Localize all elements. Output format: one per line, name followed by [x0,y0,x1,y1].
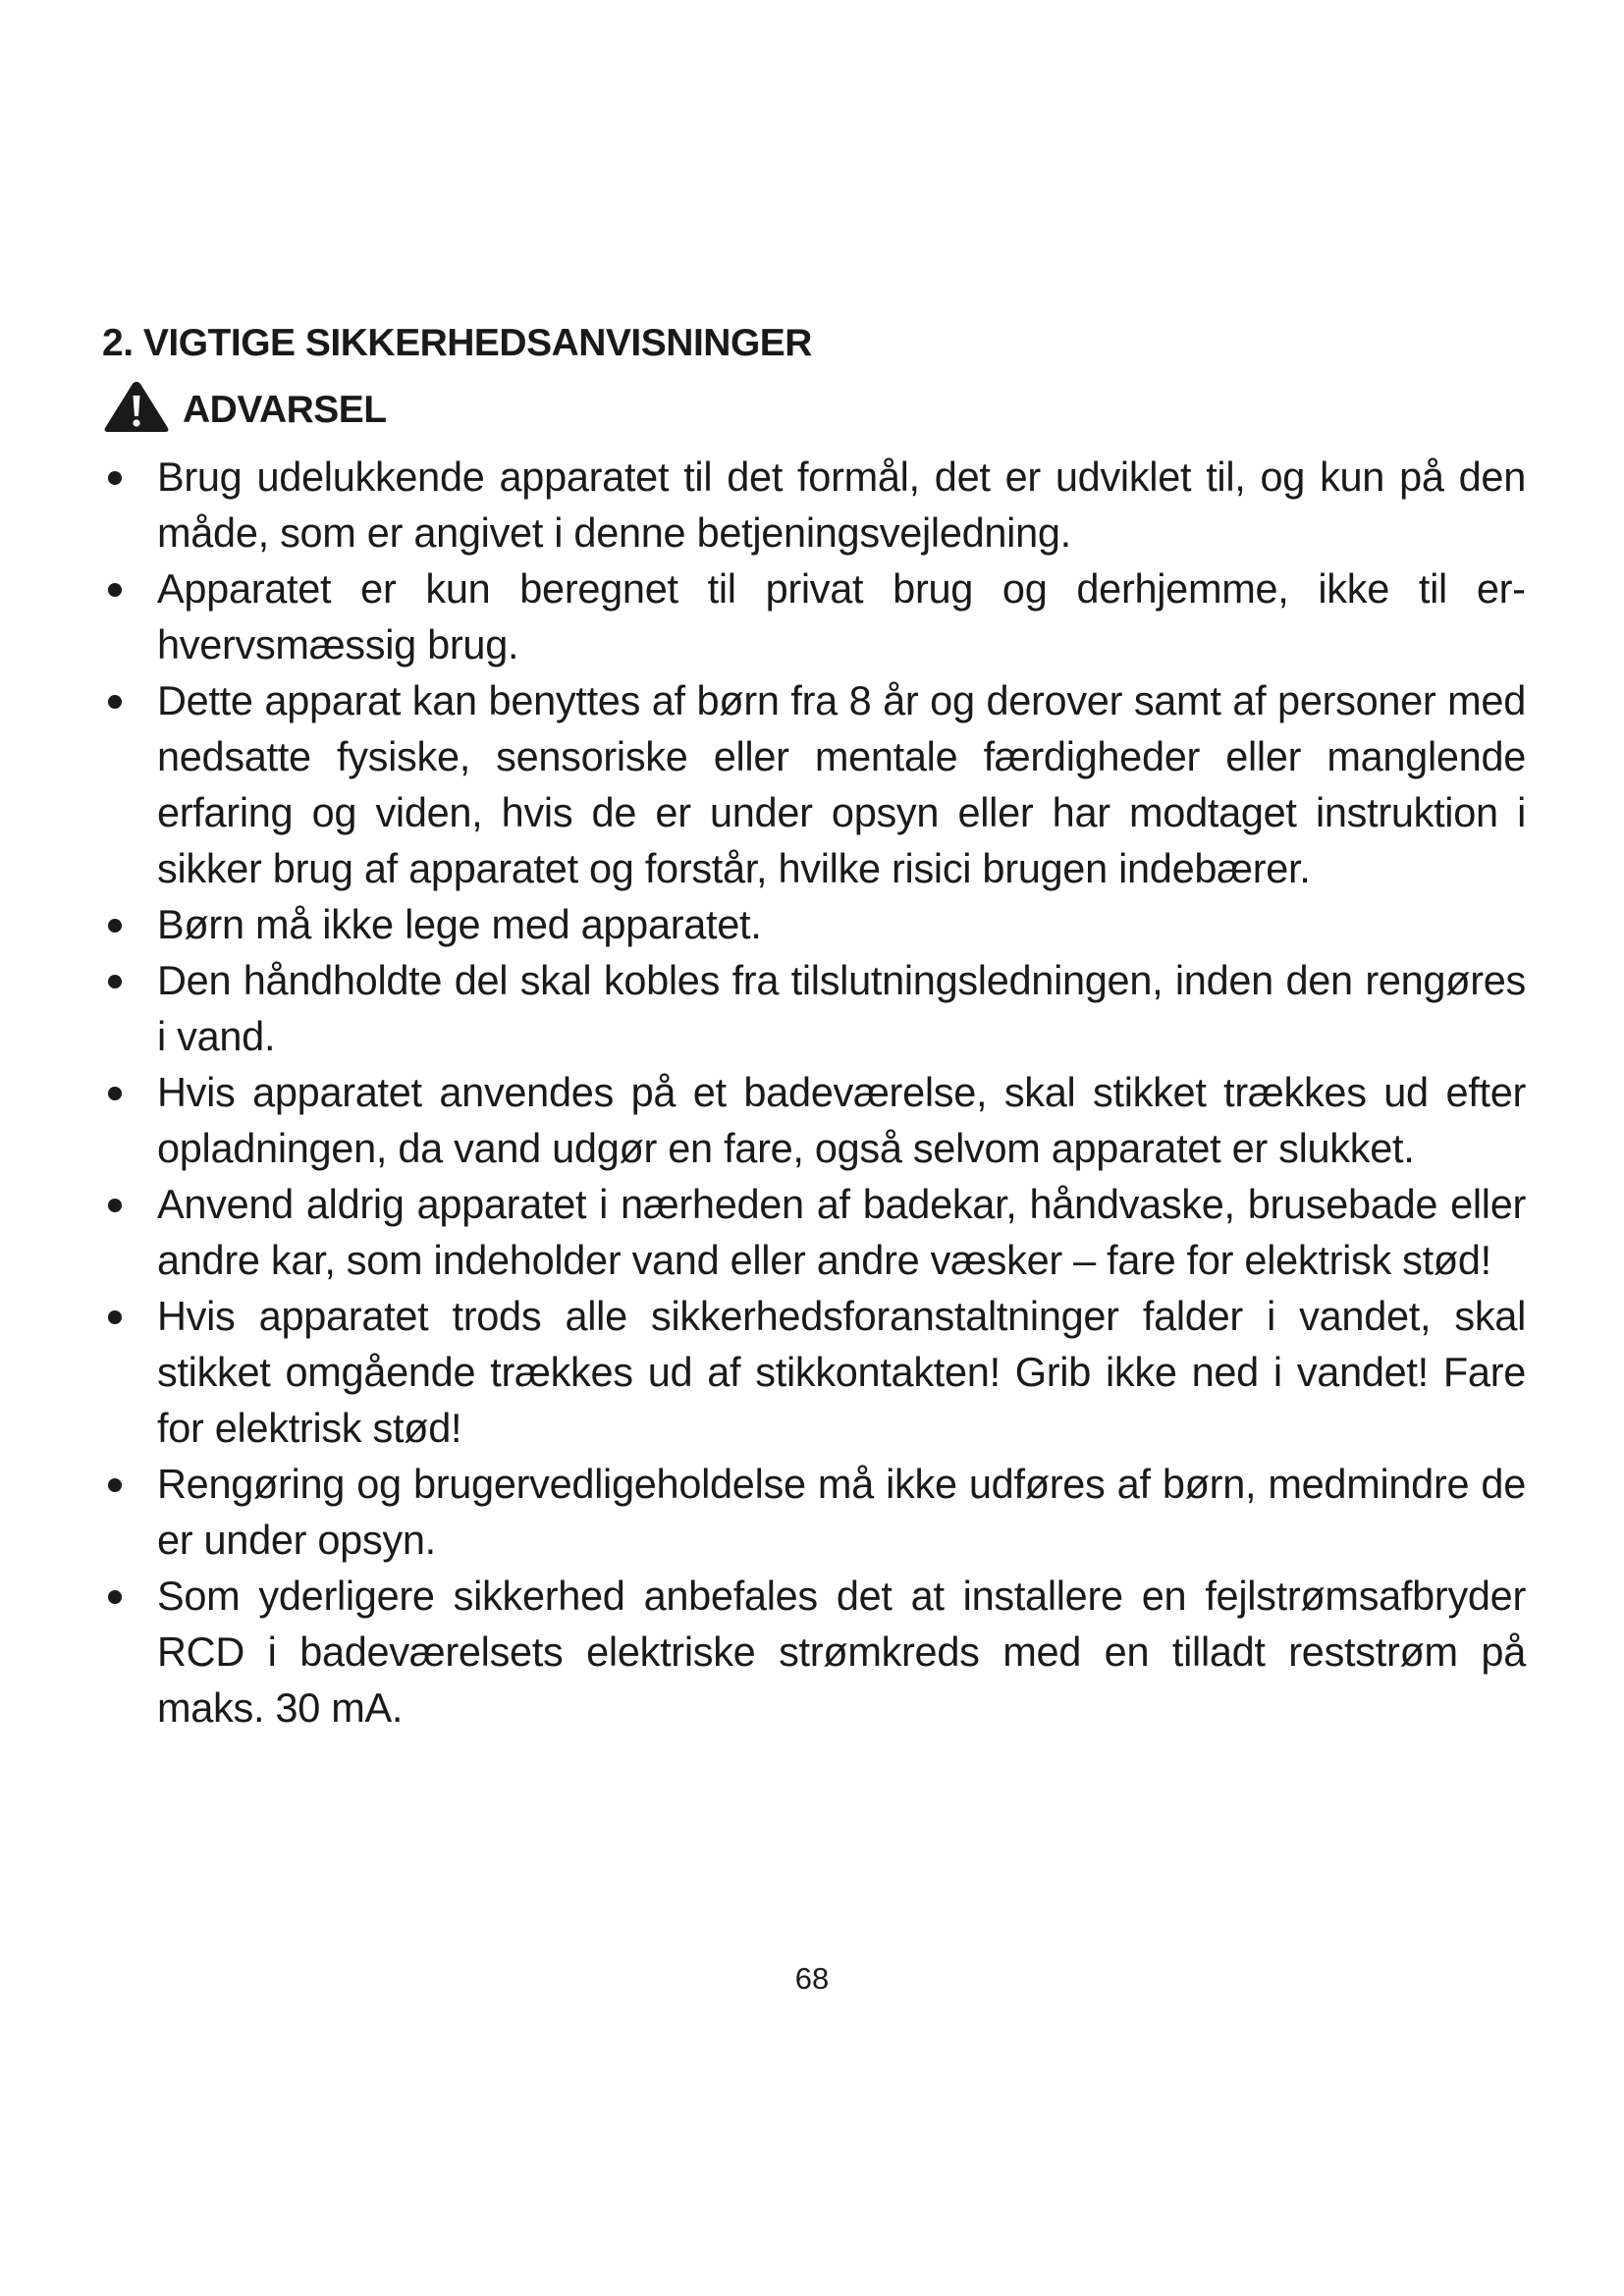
list-item-text: Anvend aldrig apparatet i nærheden af badekar, håndvaske, brusebade eller andre kar, som indeholder vand eller andre væsker – fare for elektrisk stød! [157,1181,1526,1283]
list-item [102,952,1526,1064]
bullet-icon [108,919,122,933]
bullet-icon [108,1087,122,1100]
list-item-text: Apparatet er kun beregnet til privat brug og derhjemme, ikke til erhvervsmæssig brug. [157,565,1526,667]
bullet-icon [108,1478,122,1492]
bullet-icon [108,1199,122,1212]
list-item-text: Som yderligere sikkerhed anbefales det at installere en fejlstrømsafbryder RCD i badeværelsets elektriske strømkreds med en tilladt reststrøm på maks. 30 mA. [157,1573,1526,1731]
list-item [102,896,1526,952]
bullet-icon [108,975,122,988]
page-number: 68 [794,1961,830,1996]
list-item [102,449,1526,561]
list-item-text: Dette apparat kan benyttes af børn fra 8 år og derover samt af personer med nedsatte fysiske, sensoriske eller mentale færdigheder eller manglende erfaring og viden, hvis de er under opsyn eller har modtaget instruktion i sikker brug af apparatet og forstår, hvilke risici brugen indebærer. [157,677,1526,891]
list-item [102,1568,1526,1735]
list-item-text: Hvis apparatet trods alle sikkerhedsforanstaltninger falder i vandet, skal stikket omgående trækkes ud af stikkontakten! Grib ikke ned i vandet! Fare for elektrisk stød! [157,1293,1526,1451]
bullet-icon [108,471,122,485]
list-item [102,1288,1526,1456]
list-item-text: Hvis apparatet anvendes på et badeværelse, skal stikket trækkes ud efter opladningen, da vand udgør en fare, også selvom apparatet er slukket. [157,1069,1526,1171]
bullet-icon [108,695,122,709]
list-item [102,1176,1526,1288]
warning-triangle-icon [102,379,171,434]
list-item [102,1064,1526,1176]
list-item [102,672,1526,896]
bullet-icon [108,583,122,597]
list-item [102,1456,1526,1568]
list-item [102,561,1526,672]
list-item-text: Børn må ikke lege med apparatet. [157,901,762,947]
bullet-icon [108,1310,122,1324]
bullet-icon [108,1590,122,1604]
list-item-text: Den håndholdte del skal kobles fra tilslutningsledningen, inden den rengøres i vand. [157,957,1526,1059]
list-item-text: Rengøring og brugervedligeholdelse må ikke udføres af børn, medmindre de er under opsyn. [157,1461,1526,1563]
section-title: 2. VIGTIGE SIKKERHEDSANVISNINGER [102,322,812,364]
warning-heading [102,375,387,434]
list-item-text: Brug udelukkende apparatet til det formål, det er udviklet til, og kun på den måde, som er angivet i denne betjeningsvejledning. [157,454,1526,556]
safety-instructions-list [102,449,1526,1735]
warning-label: ADVARSEL [183,389,387,431]
